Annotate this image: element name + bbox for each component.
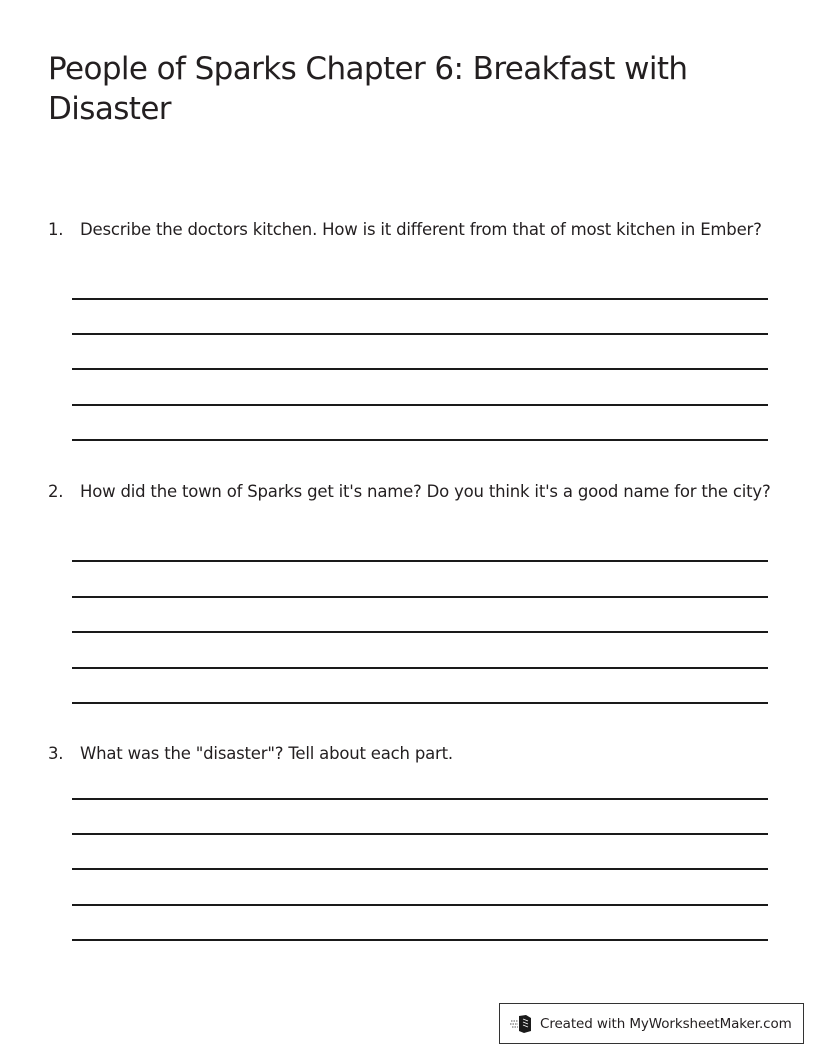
answer-line[interactable] [72,702,768,704]
question-text: How did the town of Sparks get it's name? Do you think it's a good name for the city? [80,482,771,501]
answer-line[interactable] [72,439,768,441]
answer-line[interactable] [72,596,768,598]
answer-line[interactable] [72,404,768,406]
answer-line[interactable] [72,333,768,335]
footer-badge [499,1003,804,1044]
question-2 [48,480,778,505]
question-3 [48,742,778,767]
answer-line[interactable] [72,939,768,941]
question-number: 2. [48,482,64,501]
question-number: 3. [48,744,64,763]
answer-line[interactable] [72,904,768,906]
answer-line[interactable] [72,368,768,370]
myworksheetmaker-logo-icon [510,1014,534,1034]
question-number: 1. [48,220,64,239]
footer-label: Created with MyWorksheetMaker.com [540,1015,792,1032]
answer-line[interactable] [72,631,768,633]
answer-line[interactable] [72,798,768,800]
question-text: What was the "disaster"? Tell about each part. [80,744,453,763]
question-1 [48,218,778,243]
answer-line[interactable] [72,560,768,562]
answer-line[interactable] [72,868,768,870]
answer-line[interactable] [72,667,768,669]
answer-line[interactable] [72,833,768,835]
worksheet-title: People of Sparks Chapter 6: Breakfast with Disaster [48,51,688,127]
answer-line[interactable] [72,298,768,300]
question-text: Describe the doctors kitchen. How is it different from that of most kitchen in Ember? [80,220,762,239]
